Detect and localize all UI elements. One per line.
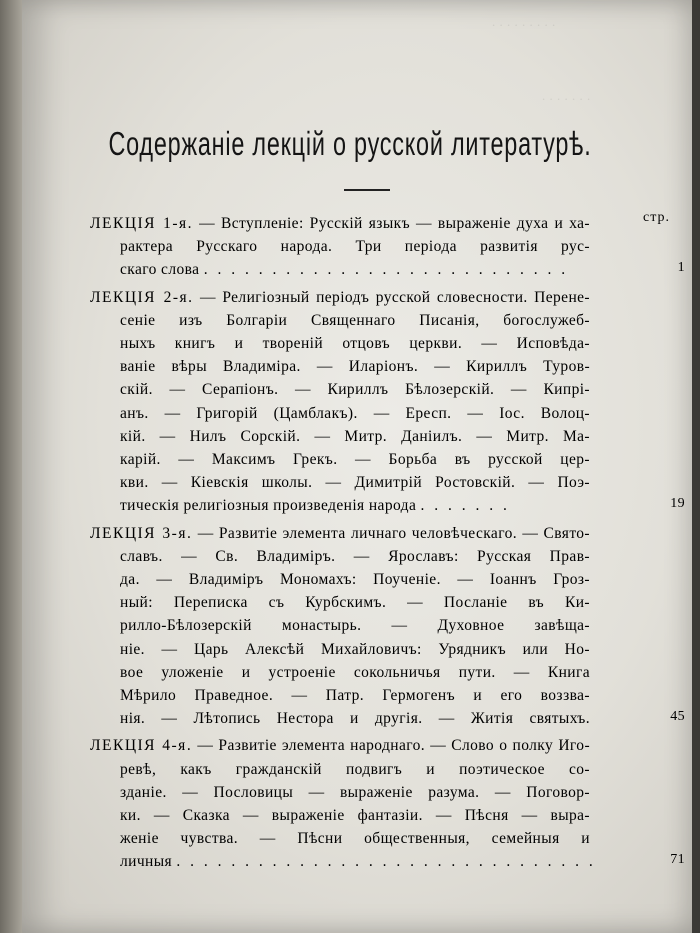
toc-line: личныя . . . . . . . . . . . . . . . . . . . . . . . . . . . . . . . <box>120 853 596 871</box>
toc-page-number: 19 <box>670 496 685 512</box>
leader-dots: . . . . . . . . . . . . . . . . . . . . . . . . . . . <box>203 261 569 279</box>
page-title: Содержаніе лекцій о русской литературѣ. <box>108 126 592 163</box>
toc-line: зданіе. — Пословицы — выраженіе разума. — Поговор- <box>120 783 590 801</box>
toc-line: женіе чувства. — Пѣсни общественныя, семейныя и <box>120 830 590 848</box>
table-of-contents <box>90 212 685 878</box>
toc-line: кви. — Кіевскія школы. — Димитрій Ростовскій. — Поэ- <box>120 474 590 492</box>
lecture-label: ЛЕКЦІЯ 3-я. <box>90 524 193 542</box>
toc-line: кій. — Нилъ Сорскій. — Митр. Даніилъ. — Митр. Ма- <box>120 427 590 445</box>
toc-line: ныхъ книгъ и твореній отцовъ церкви. — Исповѣда- <box>120 335 590 353</box>
toc-line: ЛЕКЦІЯ 3-я. — Развитіе элемента личнаго человѣческаго. — Свято- <box>90 524 590 542</box>
leader-dots: . . . . . . . . . . . . . . . . . . . . . . . . . . . . . . . <box>176 853 596 871</box>
toc-line: Мѣрило Праведное. — Патр. Гермогенъ и его воззва- <box>120 687 590 705</box>
toc-entry-lecture-3 <box>90 522 685 731</box>
toc-line: ЛЕКЦІЯ 2-я. — Религіозный періодъ русской словесности. Перене- <box>90 288 590 306</box>
toc-line: скій. — Серапіонъ. — Кириллъ Бѣлозерскій. — Кипрі- <box>120 381 590 399</box>
toc-line: да. — Владиміръ Мономахъ: Поученіе. — Іоаннъ Гроз- <box>120 571 590 589</box>
toc-line: нія. — Лѣтопись Нестора и другія. — Житія святыхъ. <box>120 710 590 728</box>
toc-line: скаго слова . . . . . . . . . . . . . . . . . . . . . . . . . . . <box>120 261 569 279</box>
toc-line: ревѣ, какъ гражданскій подвигъ и поэтическое со- <box>120 760 590 778</box>
toc-entry-lecture-4 <box>90 734 685 873</box>
lecture-label: ЛЕКЦІЯ 4-я. <box>90 737 193 755</box>
lecture-label: ЛЕКЦІЯ 2-я. <box>90 288 194 306</box>
toc-entry-lecture-2 <box>90 286 685 518</box>
toc-line: тическія религіозныя произведенія народа . . . . . . . <box>120 497 510 515</box>
page-column-header: стр. <box>642 210 670 225</box>
toc-line: анъ. — Григорій (Цамблакъ). — Ересп. — Іос. Волоц- <box>120 404 590 422</box>
toc-line: ваніе вѣры Владиміра. — Иларіонъ. — Кириллъ Туров- <box>120 358 590 376</box>
toc-page-number: 1 <box>677 260 685 276</box>
toc-page-number: 71 <box>670 852 685 868</box>
leader-dots: . . . . . . . <box>420 497 510 515</box>
toc-line: ЛЕКЦІЯ 4-я. — Развитіе элемента народнаго. — Слово о полку Иго- <box>90 737 591 755</box>
toc-line: вое уложеніе и устроеніе сокольничья пути. — Книга <box>120 663 590 681</box>
lecture-label: ЛЕКЦІЯ 1-я. <box>90 215 194 232</box>
toc-line: славъ. — Св. Владиміръ. — Ярославъ: Русская Прав- <box>120 547 590 565</box>
title-rule <box>344 189 390 191</box>
toc-line: сеніе изъ Болгаріи Священнаго Писанія, богослужеб- <box>120 311 590 329</box>
toc-line: карій. — Максимъ Грекъ. — Борьба въ русской цер- <box>120 451 590 469</box>
bleed-through-text: . . . . . . . . . <box>492 14 556 29</box>
toc-line: ный: Переписка съ Курбскимъ. — Посланіе въ Ки- <box>120 594 590 612</box>
toc-line: ЛЕКЦІЯ 1-я. — Вступленіе: Русскій языкъ — выраженіе духа и ха- <box>90 215 590 232</box>
toc-page-number: 45 <box>670 709 685 725</box>
toc-line: рилло-Бѣлозерскій монастырь. — Духовное завѣща- <box>120 617 590 635</box>
toc-line: ніе. — Царь Алексѣй Михайловичъ: Урядникъ или Но- <box>120 640 590 658</box>
toc-line: ки. — Сказка — выраженіе фантазіи. — Пѣсня — выра- <box>120 807 590 825</box>
bleed-through-text: . . . . . . . <box>542 88 591 103</box>
toc-line: рактера Русскаго народа. Три періода развитія рус- <box>120 238 590 256</box>
